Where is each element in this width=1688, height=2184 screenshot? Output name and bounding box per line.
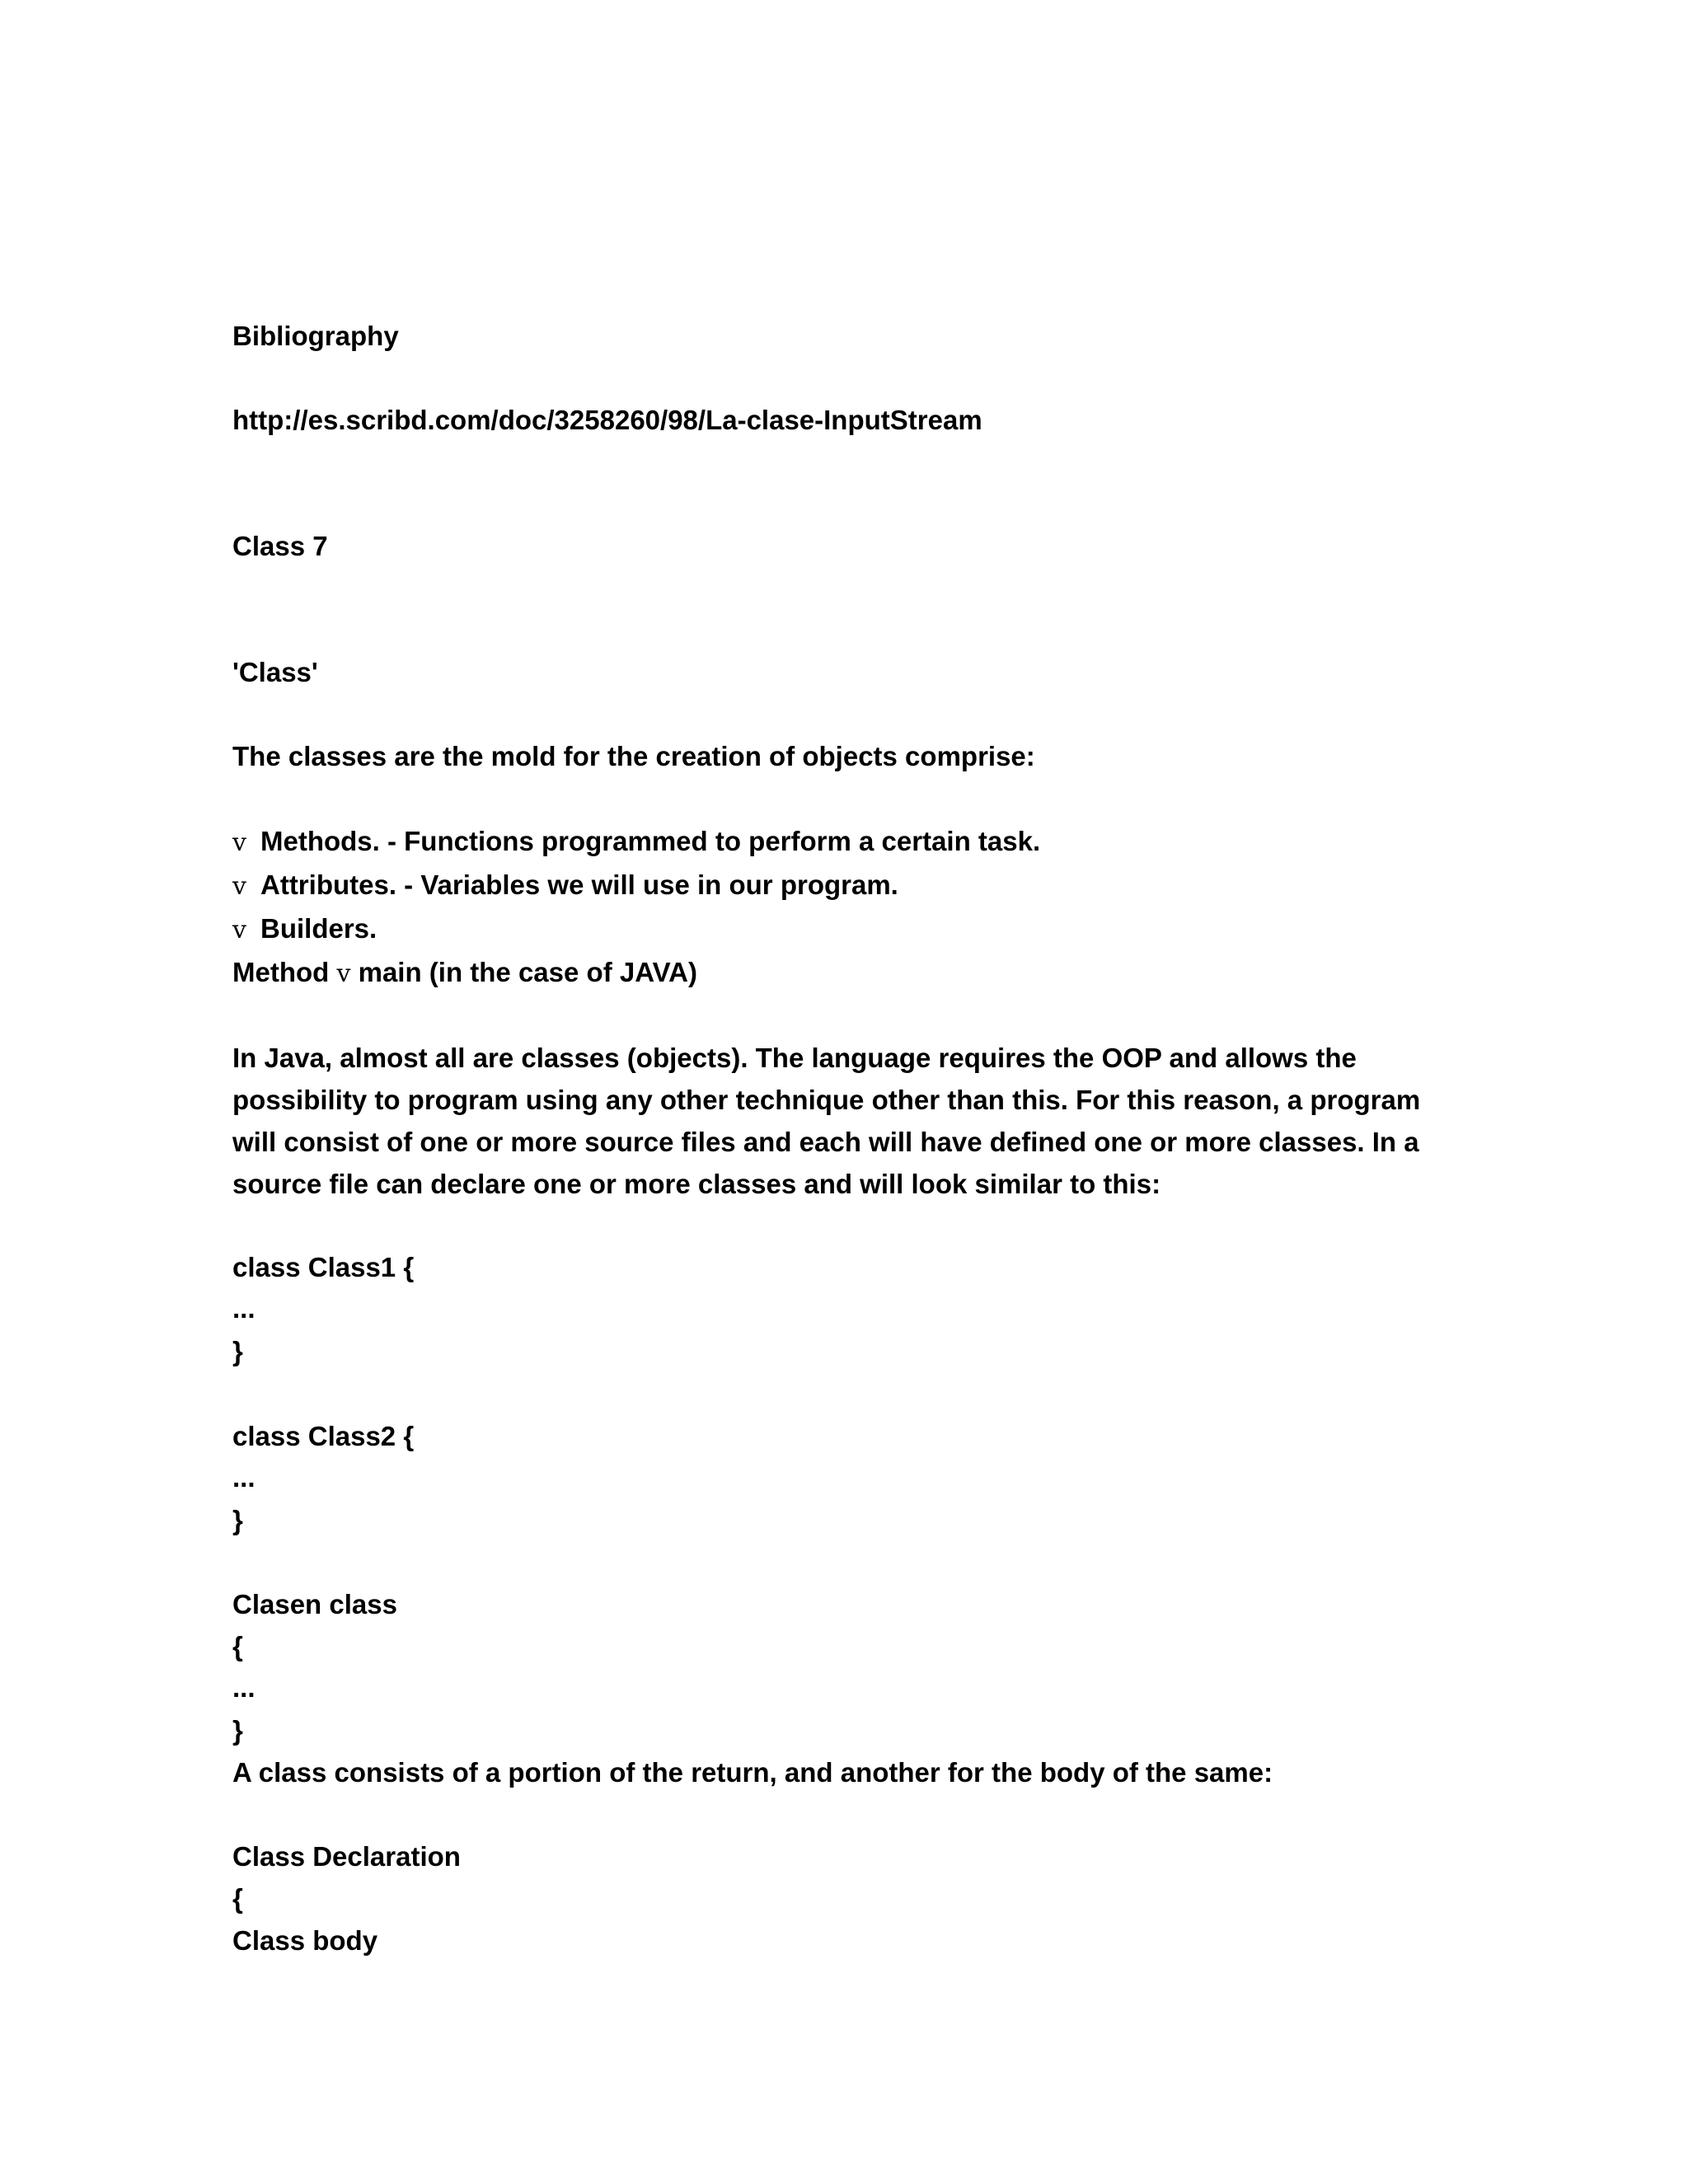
- code-line: Clasen class: [232, 1589, 397, 1619]
- bullet-item-builders: [232, 912, 377, 947]
- bullet-symbol: v: [232, 872, 246, 901]
- java-paragraph: In Java, almost all are classes (objects). The language requires the OOP and allows the possibility to program using any other technique other than this. For this reason, a program will consist of one or more source files and each will have defined one or more classes. In a source file can declare one or more classes and will look similar to this:: [232, 1043, 1421, 1199]
- code-line: ...: [232, 1293, 256, 1324]
- class-term: 'Class': [232, 657, 318, 687]
- declaration-line: {: [232, 1883, 243, 1914]
- bibliography-url: http://es.scribd.com/doc/3258260/98/La-clase-InputStream: [232, 405, 982, 435]
- code-line: ...: [232, 1462, 256, 1493]
- bullet-symbol: v: [232, 916, 246, 944]
- code-line: class Class1 {: [232, 1252, 415, 1282]
- declaration-line: Class Declaration: [232, 1841, 461, 1872]
- code-line: class Class2 {: [232, 1421, 415, 1451]
- bullet-item-label: Attributes. - Variables we will use in our program.: [260, 869, 898, 900]
- code-line: }: [232, 1336, 243, 1366]
- code-line: }: [232, 1505, 243, 1535]
- method-main-line: [232, 956, 697, 991]
- declaration-line: Class body: [232, 1925, 378, 1956]
- method-prefix: Method: [232, 957, 330, 987]
- bullet-item-label: Builders.: [260, 913, 377, 944]
- bibliography-heading: Bibliography: [232, 321, 399, 351]
- bullet-item-attributes: [232, 869, 898, 903]
- bullet-item-methods: [232, 825, 1040, 860]
- code-line: }: [232, 1715, 243, 1746]
- code-line: ...: [232, 1672, 256, 1703]
- code-line: {: [232, 1631, 243, 1661]
- class-heading: Class 7: [232, 531, 328, 561]
- intro-text: The classes are the mold for the creation of objects comprise:: [232, 741, 1035, 771]
- bullet-item-label: Methods. - Functions programmed to perform a certain task.: [260, 826, 1041, 856]
- method-symbol: v: [336, 959, 351, 988]
- bullet-symbol: v: [232, 828, 246, 857]
- method-suffix: main (in the case of JAVA): [358, 957, 697, 987]
- class-consists-text: A class consists of a portion of the return, and another for the body of the same:: [232, 1757, 1273, 1788]
